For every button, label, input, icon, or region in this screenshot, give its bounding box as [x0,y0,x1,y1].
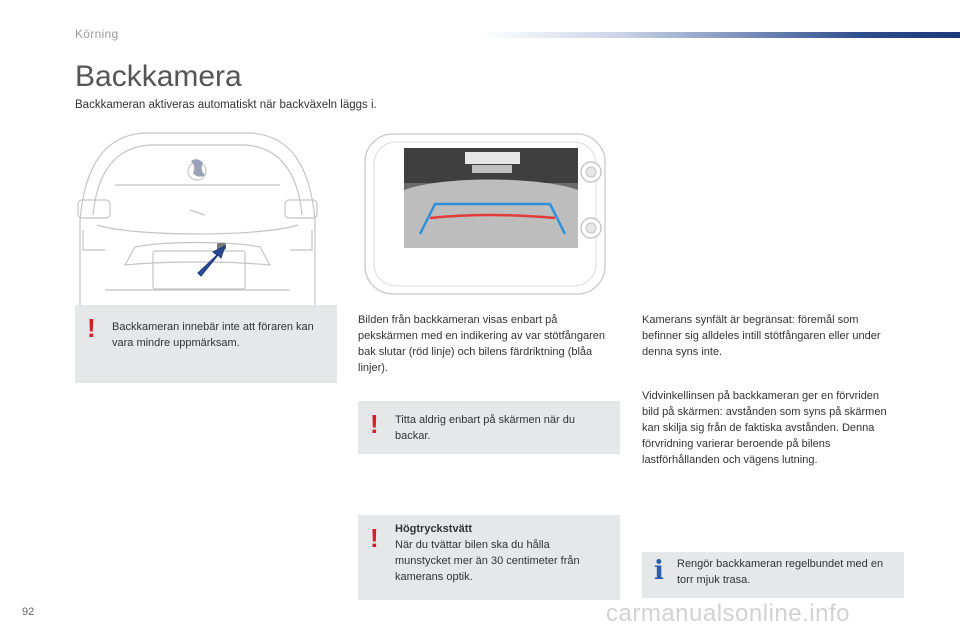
warning-note-attention [75,305,337,383]
car-rear-illustration [75,125,320,305]
warning-exclamation-icon: ! [370,523,379,553]
field-of-view-text: Kamerans synfält är begränsat: föremål som befinner sig alldeles intill stötfångaren eller under denna syns inte. [642,314,881,358]
page-number: 92 [22,606,35,618]
warning-text: När du tvättar bilen ska du hålla munstycket mer än 30 centimeter från kamerans optik. [395,539,580,583]
warning-text: Backkameran innebär inte att föraren kan vara mindre uppmärksam. [112,321,314,349]
warning-text: Titta aldrig enbart på skärmen när du backar. [395,414,575,442]
page-title: Backkamera [75,60,242,93]
camera-image-description: Bilden från backkameran visas enbart på pekskärmen med en indikering av var stötfångaren bak slutar (röd linje) och bilens färdriktning (blåa linjer). [358,314,606,374]
intro-text: Backkameran aktiveras automatiskt när backväxeln läggs i. [75,99,377,111]
warning-note-high-pressure [358,515,620,600]
info-text: Rengör backkameran regelbundet med en torr mjuk trasa. [677,558,884,586]
info-icon: i [654,556,664,586]
section-label: Körning [75,27,119,41]
wide-angle-lens-text: Vidvinkellinsen på backkameran ger en förvriden bild på skärmen: avstånden som syns på skärmen kan skilja sig från de faktiska avstånden. Denna förvridning varierar beroende på bilens lastförhållanden och vägens lutning. [642,390,887,466]
info-note-cleaning [642,552,904,598]
watermark: carmanualsonline.info [606,600,850,627]
warning-title: Högtryckstvätt [395,523,473,535]
warning-note-screen [358,401,620,454]
warning-exclamation-icon: ! [87,313,96,343]
header-accent-bar [480,32,960,38]
touchscreen-illustration [360,130,615,300]
warning-exclamation-icon: ! [370,409,379,439]
